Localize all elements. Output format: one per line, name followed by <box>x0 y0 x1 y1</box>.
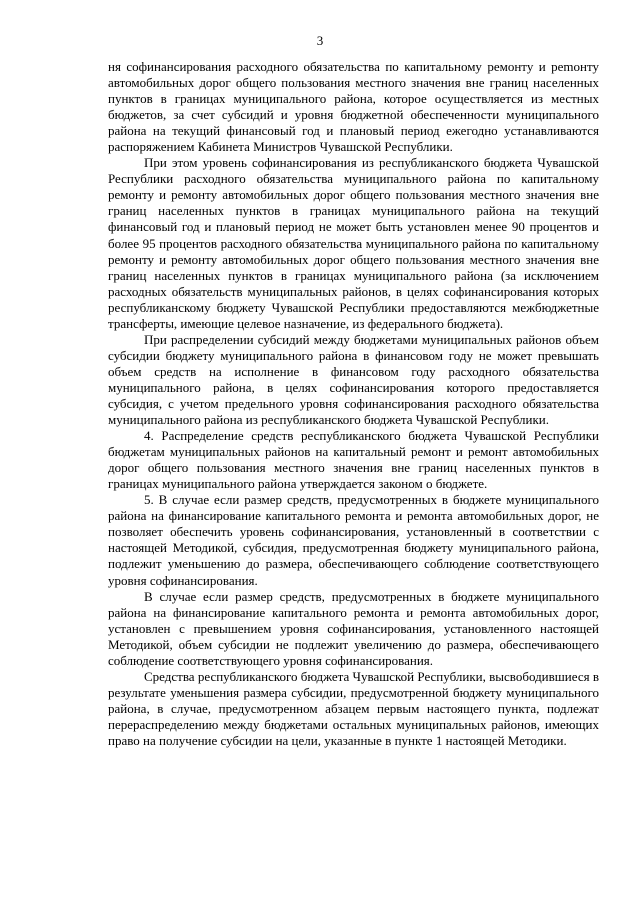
document-body <box>108 59 599 749</box>
paragraph-6: В случае если размер средств, предусмотренных в бюджете муниципального района на финансирование капитального ремонта и ремонта автомобильных дорог, установлен с превышением уровня софинансирования, установленного настоящей Методикой, объем субсидии не подлежит увеличению до размера, обеспечивающего соблюдение соответствующего уровня софинансирования. <box>108 588 599 668</box>
paragraph-3: При распределении субсидий между бюджетами муниципальных районов объем субсидии бюджету муниципального района в финансовом году не может превышать объем средств на исполнение в финансовом году расходного обязательства муниципального района, в целях софинансирования которого предоставляется субсидия, с учетом предельного уровня софинансирования расходного обязательства муниципального района из республиканского бюджета Чувашской Республики. <box>108 331 599 428</box>
paragraph-7: Средства республиканского бюджета Чувашской Республики, высвободившиеся в результате уменьшения размера субсидии, предусмотренной бюджету муниципального района, в случае, предусмотренном абзацем первым настоящего пункта, подлежат перераспределению между бюджетами остальных муниципальных районов, имеющих право на получение субсидии на цели, указанные в пункте 1 настоящей Методики. <box>108 668 599 748</box>
paragraph-4: 4. Распределение средств республиканского бюджета Чувашской Республики бюджетам муниципальных районов на капитальный ремонт и ремонт автомобильных дорог общего пользования местного значения вне границ населенных пунктов в границах муниципального района утверждается законом о бюджете. <box>108 428 599 492</box>
paragraph-2: При этом уровень софинансирования из республиканского бюджета Чувашской Республики расходного обязательства муниципального района по капитальному ремонту и ремонту автомобильных дорог общего пользования местного значения вне границ населенных пунктов в границах муниципального района на текущий финансовый год и плановый период не может быть установлен менее 90 процентов и более 95 процентов расходного обязательства муниципального района по капитальному ремонту и ремонту автомобильных дорог общего пользования местного значения вне границ населенных пунктов в границах муниципального района (за исключением расходных обязательств муниципальных районов, в целях софинансирования которых республиканскому бюджету Чувашской Республики предоставляются межбюджетные трансферты, имеющие целевое назначение, из федерального бюджета). <box>108 155 599 331</box>
page-number: 3 <box>316 33 324 48</box>
paragraph-1: ня софинансирования расходного обязательства по капитальному ремонту и реmонту автомобильных дорог общего пользования местного значения вне границ населенных пунктов в границах муниципального района, которое осуществляется из местных бюджетов, за счет субсидий и уровня бюджетной обеспеченности муниципального района на текущий финансовый год и плановый период ежегодно устанавливаются распоряжением Кабинета Министров Чувашской Республики. <box>108 59 599 155</box>
paragraph-5: 5. В случае если размер средств, предусмотренных в бюджете муниципального района на финансирование капитального ремонта и ремонта автомобильных дорог, не позволяет обеспечить уровень софинансирования, установленный в соответствии с настоящей Методикой, субсидия, предусмотренная бюджету муниципального района, подлежит уменьшению до размера, обеспечивающего соблюдение соответствующего уровня софинансирования. <box>108 492 599 588</box>
